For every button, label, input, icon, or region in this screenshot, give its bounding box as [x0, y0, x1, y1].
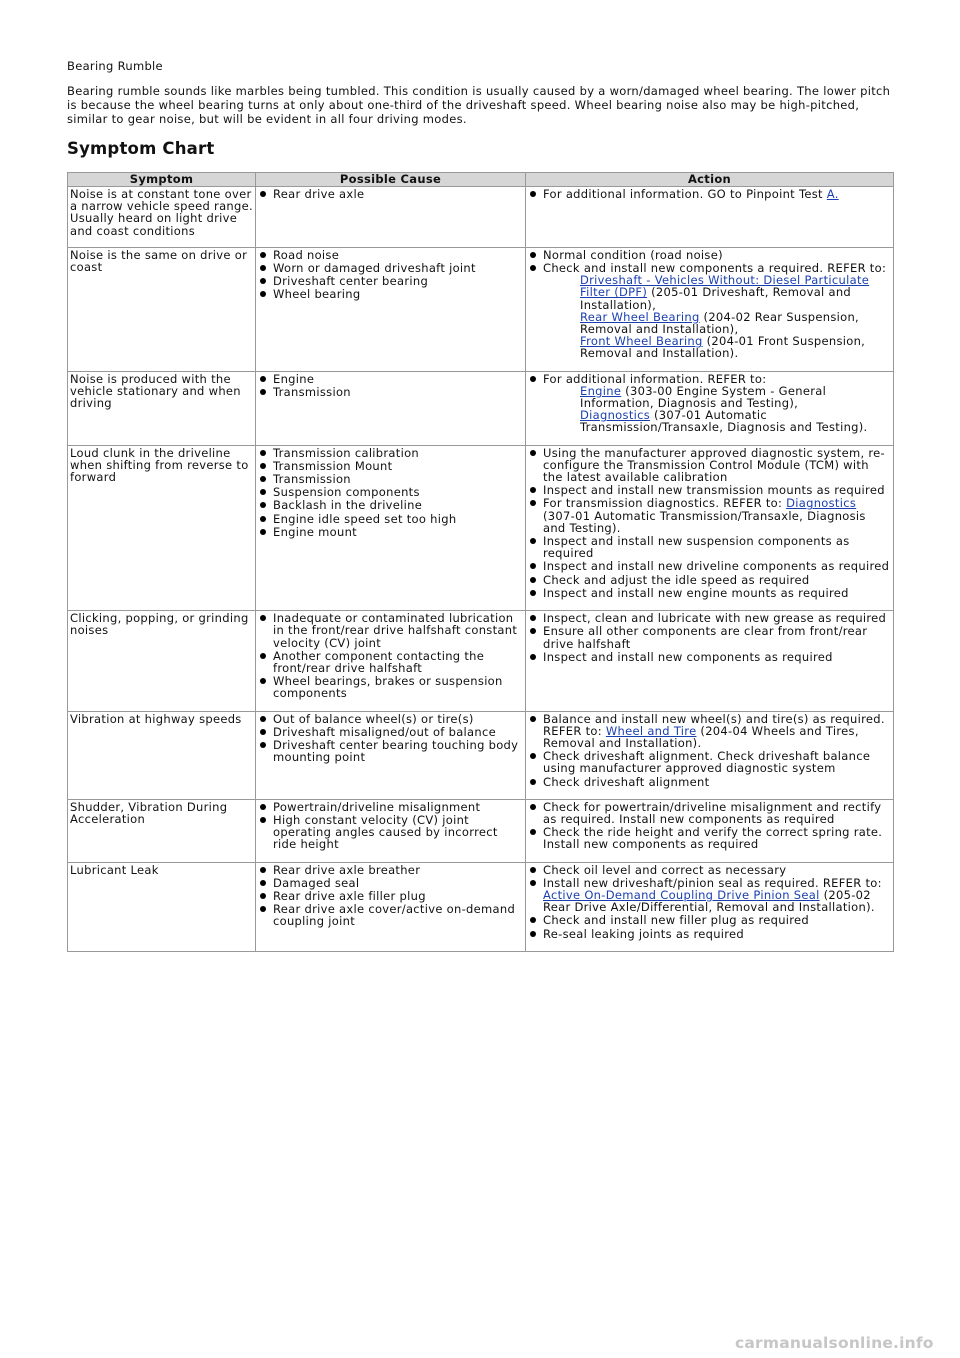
reference-link[interactable]: Rear Wheel Bearing	[580, 309, 700, 324]
reference	[580, 408, 868, 434]
cause-item: Backlash in the driveline	[258, 499, 523, 511]
header-possible-cause: Possible Cause	[256, 173, 526, 187]
action-item	[528, 776, 891, 788]
action-item	[528, 914, 891, 926]
action-item	[528, 535, 891, 559]
action-item	[528, 826, 891, 850]
action-item	[528, 574, 891, 586]
action-item	[528, 801, 891, 825]
action-list	[528, 447, 891, 599]
action-text: Check and adjust the idle speed as required	[543, 572, 810, 587]
action-item	[528, 484, 891, 496]
action-list	[528, 713, 891, 788]
cause-cell	[256, 862, 526, 951]
action-item	[528, 560, 891, 572]
cause-item: Worn or damaged driveshaft joint	[258, 262, 523, 274]
reference-link[interactable]: Front Wheel Bearing	[580, 334, 703, 349]
action-cell	[526, 371, 894, 445]
cause-item: Wheel bearing	[258, 288, 523, 300]
cause-list	[258, 373, 523, 398]
action-text: Inspect and install new suspension components as required	[543, 534, 850, 561]
action-item	[528, 188, 891, 200]
reference-link[interactable]: Wheel and Tire	[605, 723, 697, 738]
reference-suffix: (307-01 Automatic Transmission/Transaxle, Diagnosis and Testing).	[580, 408, 868, 435]
action-cell	[526, 247, 894, 371]
cause-cell	[256, 445, 526, 610]
reference	[580, 310, 859, 336]
cause-list	[258, 864, 523, 928]
symptom-cell: Loud clunk in the driveline when shifting from reverse to forward	[68, 445, 256, 610]
cause-item: Driveshaft misaligned/out of balance	[258, 726, 523, 738]
reference-suffix: (303-00 Engine System - General Information, Diagnosis and Testing),	[580, 383, 827, 411]
table-row	[68, 371, 894, 445]
symptom-cell: Lubricant Leak	[68, 862, 256, 951]
action-list	[528, 188, 891, 200]
action-list	[528, 612, 891, 663]
action-cell	[526, 862, 894, 951]
header-symptom: Symptom	[68, 173, 256, 187]
table-row	[68, 711, 894, 799]
action-text: Check driveshaft alignment	[543, 774, 710, 789]
action-item	[528, 262, 891, 360]
cause-list	[258, 713, 523, 764]
cause-cell	[256, 611, 526, 711]
action-text: Re-seal leaking joints as required	[543, 926, 745, 941]
action-text: Install new driveshaft/pinion seal as required. REFER to:	[543, 875, 882, 890]
reference-suffix: (205-01 Driveshaft, Removal and Installation),	[580, 285, 852, 312]
cause-item: Wheel bearings, brakes or suspension components	[258, 675, 523, 699]
cause-list	[258, 612, 523, 699]
action-text: Using the manufacturer approved diagnostic system, re-configure the Transmission Control Module (TCM) with the latest available calibration	[543, 445, 885, 485]
cause-cell	[256, 799, 526, 862]
cause-item: Rear drive axle filler plug	[258, 890, 523, 902]
action-text: Ensure all other components are clear from front/rear drive halfshaft	[543, 624, 868, 651]
symptom-cell: Vibration at highway speeds	[68, 711, 256, 799]
action-item	[528, 625, 891, 649]
action-text: Inspect and install new driveline components as required	[543, 559, 890, 574]
reference	[580, 384, 826, 410]
reference-list	[543, 385, 891, 434]
reference-entry	[580, 274, 891, 311]
cause-item: Rear drive axle cover/active on-demand coupling joint	[258, 903, 523, 927]
cause-list	[258, 801, 523, 851]
cause-item: Road noise	[258, 249, 523, 261]
cause-cell	[256, 187, 526, 248]
action-item	[528, 497, 891, 534]
action-text: Check for powertrain/driveline misalignment and rectify as required. Install new components as required	[543, 799, 882, 826]
action-list	[528, 249, 891, 360]
action-text: Check the ride height and verify the correct spring rate. Install new components as required	[543, 825, 883, 852]
action-item	[528, 864, 891, 876]
cause-item: Transmission	[258, 386, 523, 398]
action-cell	[526, 799, 894, 862]
action-text: Check and install new filler plug as required	[543, 913, 810, 928]
watermark-text: carmanualsonline.info	[735, 1334, 934, 1352]
cause-item: Damaged seal	[258, 877, 523, 889]
action-list	[528, 801, 891, 851]
table-row	[68, 445, 894, 610]
reference-link[interactable]: Engine	[580, 383, 622, 398]
reference-entry	[580, 409, 891, 433]
symptom-cell: Shudder, Vibration During Acceleration	[68, 799, 256, 862]
cause-item: Inadequate or contaminated lubrication in the front/rear drive halfshaft constant velocity (CV) joint	[258, 612, 523, 649]
table-row	[68, 862, 894, 951]
cause-item: Rear drive axle breather	[258, 864, 523, 876]
action-item	[528, 651, 891, 663]
action-text: Inspect and install new engine mounts as required	[543, 585, 849, 600]
reference-link[interactable]: Diagnostics	[580, 408, 651, 423]
section-title: Symptom Chart	[67, 139, 215, 158]
intro-text: Bearing rumble sounds like marbles being tumbled. This condition is usually caused by a worn/damaged wheel bearing. The lower pitch is because the wheel bearing turns at only about one-third of the driveshaft speed. Wheel bearing noise also may be high-pitched, similar to gear noise, but will be evident in all four driving modes.	[67, 84, 891, 126]
cause-item: Engine idle speed set too high	[258, 513, 523, 525]
symptom-cell: Noise is the same on drive or coast	[68, 247, 256, 371]
header-action: Action	[526, 173, 894, 187]
action-text: Balance and install new wheel(s) and tire(s) as required. REFER to:	[543, 711, 885, 738]
reference-suffix: (204-02 Rear Suspension, Removal and Installation),	[580, 309, 859, 337]
reference-suffix: (204-01 Front Suspension, Removal and Installation).	[580, 334, 866, 361]
cause-item: Transmission	[258, 473, 523, 485]
reference-suffix: (307-01 Automatic Transmission/Transaxle, Diagnosis and Testing).	[543, 508, 866, 535]
cause-item: Driveshaft center bearing	[258, 275, 523, 287]
action-text: Normal condition (road noise)	[543, 247, 723, 262]
reference-link[interactable]: Diagnostics	[786, 496, 857, 511]
symptom-cell: Noise is at constant tone over a narrow vehicle speed range. Usually heard on light drive and coast conditions	[68, 187, 256, 248]
cause-cell	[256, 371, 526, 445]
action-list	[528, 373, 891, 434]
action-cell	[526, 611, 894, 711]
table-header-row	[68, 173, 894, 187]
cause-item: Out of balance wheel(s) or tire(s)	[258, 713, 523, 725]
cause-item: Suspension components	[258, 486, 523, 498]
cause-list	[258, 447, 523, 538]
action-text: Inspect and install new transmission mounts as required	[543, 483, 885, 498]
action-text: Check driveshaft alignment. Check driveshaft balance using manufacturer approved diagnostic system	[543, 749, 871, 776]
cause-list	[258, 249, 523, 301]
action-item	[528, 249, 891, 261]
action-text: For additional information. GO to Pinpoint Test	[543, 187, 823, 201]
reference	[543, 888, 875, 914]
action-cell	[526, 187, 894, 248]
action-item	[528, 750, 891, 774]
cause-item: Engine mount	[258, 526, 523, 538]
intro-title: Bearing Rumble	[67, 59, 163, 73]
action-item	[528, 612, 891, 624]
cause-cell	[256, 711, 526, 799]
cause-item: Transmission Mount	[258, 460, 523, 472]
symptom-cell: Noise is produced with the vehicle stationary and when driving	[68, 371, 256, 445]
reference-suffix: (205-02 Rear Drive Axle/Differential, Removal and Installation).	[543, 887, 875, 915]
reference-link[interactable]: Driveshaft - Vehicles Without: Diesel Particulate Filter (DPF)	[580, 273, 870, 300]
table-row	[68, 187, 894, 248]
action-item	[528, 447, 891, 484]
cause-item: Rear drive axle	[258, 188, 523, 200]
reference	[580, 273, 869, 311]
symptom-cell: Clicking, popping, or grinding noises	[68, 611, 256, 711]
cause-item: Engine	[258, 373, 523, 385]
table-row	[68, 611, 894, 711]
action-cell	[526, 445, 894, 610]
cause-item: Powertrain/driveline misalignment	[258, 801, 523, 813]
action-list	[528, 864, 891, 940]
reference-suffix: (204-04 Wheels and Tires, Removal and Installation).	[543, 723, 859, 750]
reference-entry	[580, 385, 891, 409]
action-text: Inspect and install new components as required	[543, 649, 833, 664]
symptom-chart-table	[67, 172, 894, 952]
action-item	[528, 373, 891, 434]
action-text: Inspect, clean and lubricate with new grease as required	[543, 611, 887, 626]
action-text: Check and install new components a required. REFER to:	[543, 261, 887, 276]
reference-entry	[580, 311, 891, 335]
action-item	[528, 928, 891, 940]
table-row	[68, 799, 894, 862]
cause-item: Driveshaft center bearing touching body mounting point	[258, 739, 523, 763]
action-item	[528, 877, 891, 914]
cause-item: Transmission calibration	[258, 447, 523, 459]
reference-link[interactable]: Active On-Demand Coupling Drive Pinion Seal	[543, 887, 820, 902]
action-text: Check oil level and correct as necessary	[543, 862, 787, 877]
reference-link[interactable]: A.	[826, 187, 839, 201]
cause-item: High constant velocity (CV) joint operating angles caused by incorrect ride height	[258, 814, 523, 851]
reference	[827, 187, 839, 201]
action-item	[528, 587, 891, 599]
cause-cell	[256, 247, 526, 371]
action-item	[528, 713, 891, 750]
document-page	[67, 0, 893, 952]
cause-list	[258, 188, 523, 200]
reference-entry	[580, 335, 891, 359]
table-body	[68, 187, 894, 952]
reference-list	[543, 274, 891, 359]
action-text: For transmission diagnostics. REFER to:	[543, 496, 783, 511]
action-cell	[526, 711, 894, 799]
table-row	[68, 247, 894, 371]
cause-item: Another component contacting the front/rear drive halfshaft	[258, 650, 523, 674]
reference	[580, 334, 865, 360]
action-text: For additional information. REFER to:	[543, 371, 767, 386]
